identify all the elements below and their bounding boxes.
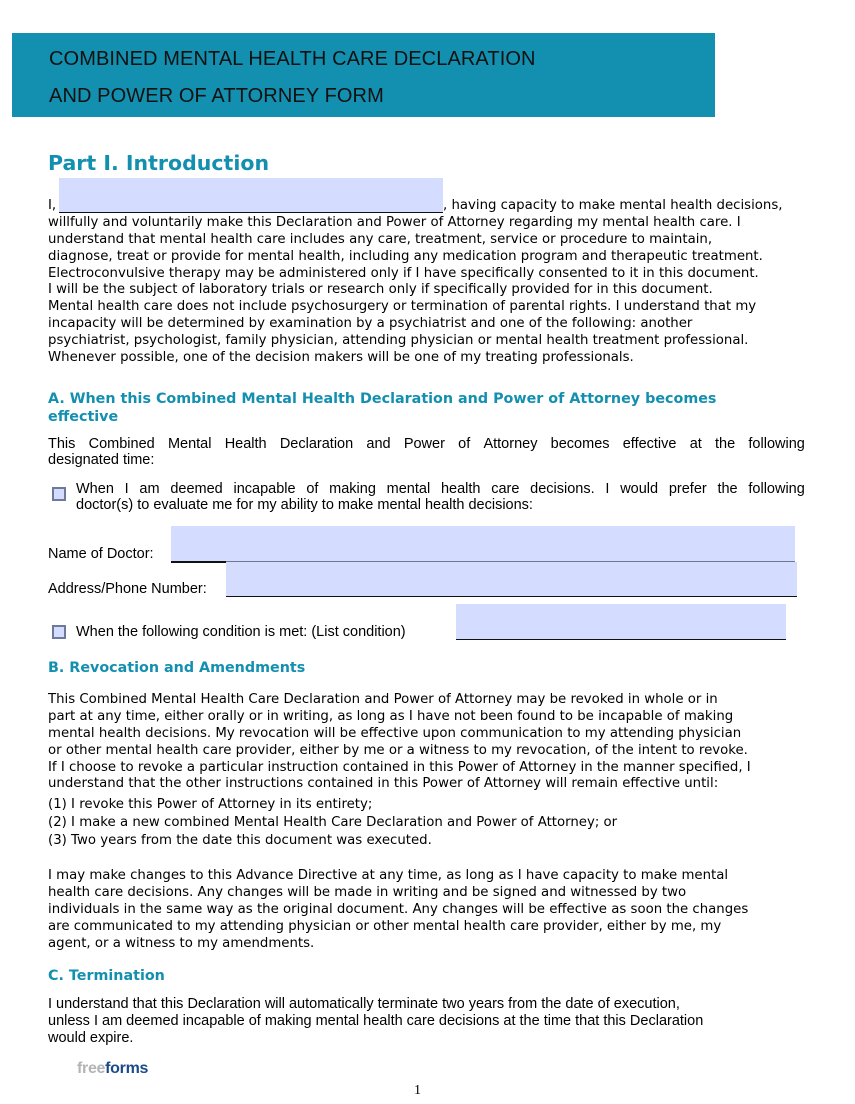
option-condition-label: When the following condition is met: (List condition): [76, 624, 406, 640]
section-a-heading-line2: effective: [48, 409, 119, 425]
word: of: [306, 481, 319, 497]
revocation-line: or other mental health care provider, either by me or a witness to my revocation, of the intent to revoke.: [48, 742, 748, 758]
intro-line: Mental health care does not include psychosurgery or termination of parental rights. I understand that my: [48, 299, 757, 315]
intro-paragraph: [48, 198, 808, 367]
option-incapable-line1: [76, 481, 805, 497]
word: mental: [386, 481, 431, 497]
document-title-line1: COMBINED MENTAL HEALTH CARE DECLARATION: [49, 48, 536, 70]
word: Attorney: [483, 436, 538, 452]
word: Health: [224, 436, 267, 452]
word: Combined: [88, 436, 155, 452]
document-title-line2: AND POWER OF ATTORNEY FORM: [49, 85, 384, 107]
section-a-description-line2: designated time:: [48, 452, 155, 468]
word: Power: [403, 436, 445, 452]
intro-first-line-suffix: , having capacity to make mental health decisions,: [443, 198, 783, 213]
doctor-name-label: Name of Doctor:: [48, 546, 154, 562]
word: incapable: [233, 481, 296, 497]
revocation-paragraph: [48, 692, 808, 793]
section-b-heading: B. Revocation and Amendments: [48, 660, 306, 676]
revocation-line: If I choose to revoke a particular instruction contained in this Power of Attorney in the manner specified, I: [48, 759, 751, 775]
intro-line: Whenever possible, one of the decision makers will be one of my treating professionals.: [48, 350, 634, 366]
word: decisions.: [530, 481, 595, 497]
word: prefer: [668, 481, 707, 497]
revocation-line: mental health decisions. My revocation will be effective upon communication to my attending physician: [48, 725, 742, 741]
option-incapable-checkbox[interactable]: [52, 487, 66, 501]
amendments-line: are communicated to my attending physician or other mental health care provider, either by me, my: [48, 918, 722, 934]
word: am: [139, 481, 160, 497]
word: following: [748, 436, 805, 452]
word: and: [366, 436, 391, 452]
intro-line: Electroconvulsive therapy may be administered only if I have specifically consented to it in this document.: [48, 265, 759, 281]
revocation-line: This Combined Mental Health Care Declaration and Power of Attorney may be revoked in whole or in: [48, 692, 718, 707]
doctor-name-field[interactable]: [171, 526, 795, 562]
word: Declaration: [279, 436, 354, 452]
word: would: [620, 481, 659, 497]
word: deemed: [170, 481, 223, 497]
word: becomes: [550, 436, 610, 452]
intro-line: diagnose, treat or provide for mental health, including any medication program and therapeutic treatment.: [48, 248, 763, 264]
title-banner: [12, 33, 715, 117]
revocation-line: understand that the other instructions contained in this Power of Attorney will remain effective until:: [48, 776, 719, 792]
doctor-name-underline: [171, 561, 226, 563]
revocation-conditions-list: [48, 796, 808, 850]
section-a-heading: [48, 390, 716, 426]
amendments-line: agent, or a witness to my amendments.: [48, 935, 315, 951]
termination-line: I understand that this Declaration will automatically terminate two years from the date of execution,: [48, 996, 680, 1012]
word: the: [715, 436, 736, 452]
amendments-line: individuals in the same way as the original document. Any changes will be effective as soon the changes: [48, 901, 749, 917]
word: at: [689, 436, 702, 452]
intro-line: I will be the subject of laboratory trials or research only if specifically provided for in this document.: [48, 282, 713, 298]
word: This: [48, 436, 76, 452]
intro-line: psychiatrist, psychologist, family physician, attending physician or mental health treatment professional.: [48, 333, 749, 349]
intro-line: understand that mental health care includes any care, treatment, service or procedure to maintain,: [48, 231, 713, 247]
address-label: Address/Phone Number:: [48, 581, 207, 597]
intro-line: incapacity will be determined by examination by a psychiatrist and one of the following: another: [48, 316, 693, 332]
amendments-paragraph: [48, 868, 808, 952]
revocation-line: part at any time, either orally or in writing, as long as I have not been found to be incapable of making: [48, 708, 734, 724]
word: following: [748, 481, 805, 497]
word: I: [605, 481, 610, 497]
termination-paragraph: [48, 996, 703, 1046]
intro-first-line: [48, 198, 808, 215]
word: making: [329, 481, 376, 497]
logo-forms-text: forms: [105, 1060, 149, 1077]
word: health: [440, 481, 481, 497]
list-item: (3) Two years from the date this document was executed.: [48, 833, 432, 848]
word: of: [458, 436, 471, 452]
amendments-line: health care decisions. Any changes will be made in writing and be signed and witnessed by two: [48, 884, 687, 900]
amendments-line: I may make changes to this Advance Directive at any time, as long as I have capacity to make mental: [48, 868, 729, 883]
section-a-heading-line1: A. When this Combined Mental Health Declaration and Power of Attorney becomes: [48, 391, 717, 407]
termination-line: would expire.: [48, 1029, 134, 1046]
word: the: [717, 481, 738, 497]
option-condition-checkbox[interactable]: [52, 625, 66, 639]
word: I: [124, 481, 129, 497]
list-item: (1) I revoke this Power of Attorney in its entirety;: [48, 797, 373, 812]
section-a-description: [48, 436, 805, 468]
intro-line: willfully and voluntarily make this Declaration and Power of Attorney regarding my mental health care. I: [48, 214, 741, 230]
option-incapable-label: [76, 481, 805, 513]
termination-line: unless I am deemed incapable of making mental health care decisions at the time that this Declaration: [48, 1012, 704, 1029]
section-a-description-line1: [48, 436, 805, 452]
option-incapable-line2: doctor(s) to evaluate me for my ability to make mental health decisions:: [76, 497, 533, 513]
intro-prefix: I,: [48, 198, 57, 213]
word: Mental: [167, 436, 212, 452]
page-number: 1: [414, 1083, 421, 1098]
logo-free-text: free: [77, 1060, 106, 1077]
list-item: (2) I make a new combined Mental Health Care Declaration and Power of Attorney; or: [48, 815, 618, 830]
word: When: [76, 481, 114, 497]
part1-title: Part I. Introduction: [48, 151, 270, 175]
section-c-heading: C. Termination: [48, 968, 165, 984]
condition-field[interactable]: [456, 604, 786, 640]
word: effective: [622, 436, 677, 452]
word: care: [491, 481, 520, 497]
freeforms-logo: [77, 1060, 148, 1078]
address-phone-field[interactable]: [226, 562, 797, 597]
